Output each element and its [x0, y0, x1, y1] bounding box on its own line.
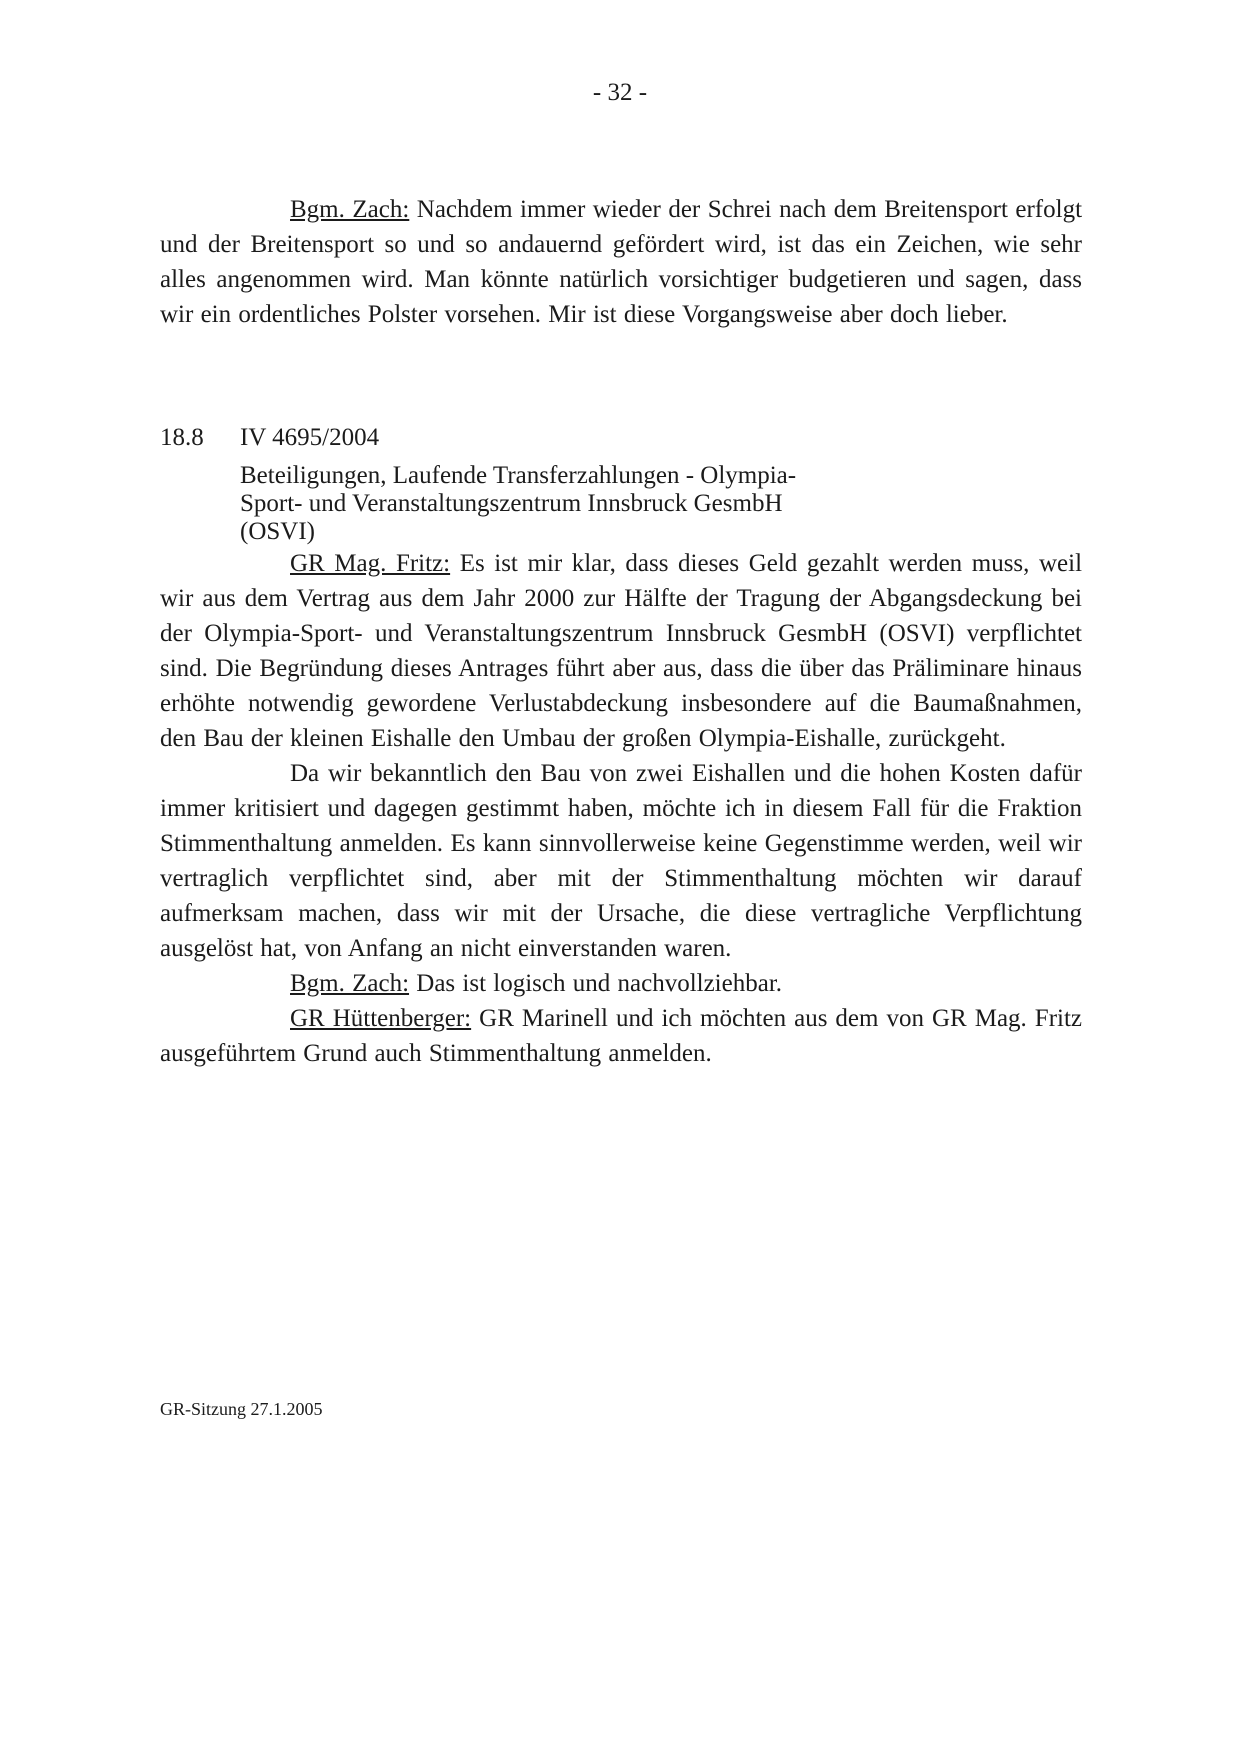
- speaker-label: GR Mag. Fritz:: [290, 550, 451, 577]
- page-number: - 32 -: [592, 79, 648, 106]
- agenda-item-title: Beteiligungen, Laufende Transferzahlungen - Olympia-Sport- und Veranstaltungszentrum Innsbruck GesmbH (OSVI): [240, 462, 797, 545]
- paragraph: [160, 192, 1082, 332]
- speaker-label: Bgm. Zach:: [290, 970, 410, 997]
- speaker-label: GR Hüttenberger:: [290, 1005, 472, 1032]
- page-footer: GR-Sitzung 27.1.2005: [160, 1399, 323, 1419]
- agenda-item-heading: [160, 420, 1082, 455]
- paragraph: [160, 756, 1082, 966]
- paragraph-text: Da wir bekanntlich den Bau von zwei Eishallen und die hohen Kosten dafür immer kritisiert und dagegen gestimmt haben, möchte ich in diesem Fall für die Fraktion Stimmenthaltung anmelden. Es kann sinnvollerweise keine Gegenstimme werden, weil wir vertraglich verpflichtet sind, aber mit der Stimmenthaltung möchten wir darauf aufmerksam machen, dass wir mit der Ursache, die diese vertragliche Verpflichtung ausgelöst hat, von Anfang an nicht einverstanden waren.: [160, 760, 1082, 962]
- agenda-item: [160, 420, 1082, 546]
- paragraph-text: Das ist logisch und nachvollziehbar.: [416, 970, 783, 997]
- text-column: [160, 192, 1082, 1071]
- paragraph-text: Es ist mir klar, dass dieses Geld gezahlt werden muss, weil wir aus dem Vertrag aus dem Jahr 2000 zur Hälfte der Tragung der Abgangsdeckung bei der Olympia-Sport- und Veranstaltungszentrum Innsbruck GesmbH (OSVI) verpflichtet sind. Die Begründung dieses Antrages führt aber aus, dass die über das Präliminare hinaus erhöhte notwendig gewordene Verlustabdeckung insbesondere auf die Baumaßnahmen, den Bau der kleinen Eishalle den Umbau der großen Olympia-Eishalle, zurückgeht.: [160, 550, 1083, 752]
- speaker-label: Bgm. Zach:: [290, 196, 410, 223]
- paragraph: [160, 966, 1082, 1001]
- paragraph-text: Nachdem immer wieder der Schrei nach dem Breitensport erfolgt und der Breitensport so und so andauernd gefördert wird, ist das ein Zeichen, wie sehr alles angenommen wird. Man könnte natürlich vorsichtiger budgetieren und sagen, dass wir ein ordentliches Polster vorsehen. Mir ist diese Vorgangsweise aber doch lieber.: [160, 196, 1083, 328]
- agenda-item-reference: IV 4695/2004: [240, 424, 380, 451]
- paragraph: [160, 546, 1082, 756]
- paragraph: [160, 1001, 1082, 1071]
- agenda-item-number: 18.8: [160, 424, 204, 451]
- paragraph-text: GR Marinell und ich möchten aus dem von GR Mag. Fritz ausgeführtem Grund auch Stimmenthaltung anmelden.: [160, 1005, 1083, 1067]
